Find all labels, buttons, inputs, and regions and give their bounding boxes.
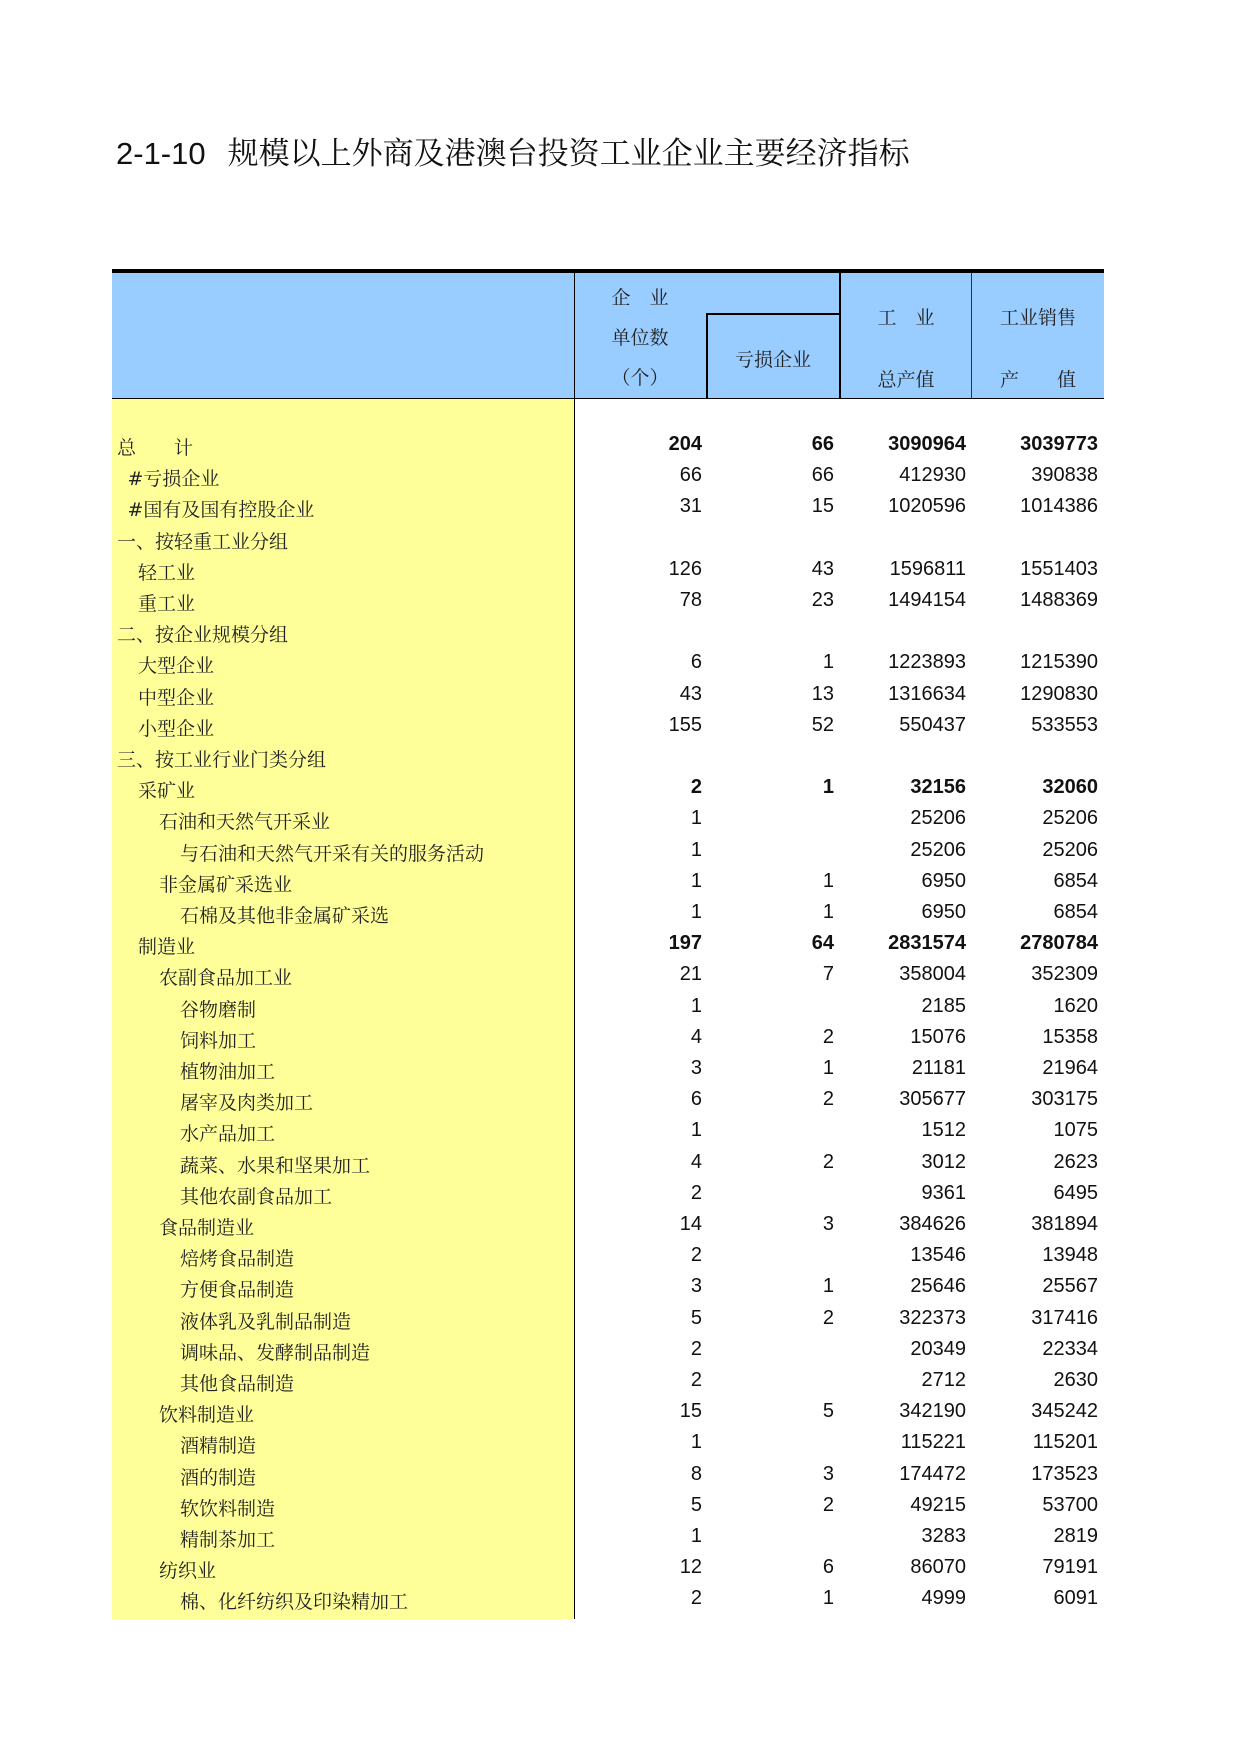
gross-output-value: 1494154 <box>888 589 966 611</box>
loss-enterprises-value: 3 <box>822 1462 834 1485</box>
row-label: 中型企业 <box>138 686 215 709</box>
loss-enterprises-value: 1 <box>822 776 834 799</box>
row-label: 焙烤食品制造 <box>180 1248 295 1271</box>
gross-output-value: 1020596 <box>888 495 966 518</box>
units-value: 126 <box>668 557 702 580</box>
gross-output-value: 49215 <box>910 1493 966 1516</box>
loss-enterprises-value: 1 <box>822 1587 834 1610</box>
gross-output-value: 305677 <box>899 1088 966 1111</box>
row-label: 饮料制造业 <box>159 1404 255 1427</box>
table-row <box>112 647 1104 678</box>
row-label: 总 计 <box>117 437 194 459</box>
loss-enterprises-value: 52 <box>811 713 834 736</box>
sales-output-value: 381894 <box>1031 1213 1098 1235</box>
table-row <box>112 1334 1104 1365</box>
table-row <box>112 1490 1104 1521</box>
table-row <box>112 1053 1104 1084</box>
header-sales-line2: 产 值 <box>999 369 1076 391</box>
row-label: 其他食品制造 <box>180 1373 295 1395</box>
header-output-line1: 工 业 <box>877 307 935 329</box>
gross-output-value: 9361 <box>921 1181 966 1204</box>
units-value: 1 <box>690 1525 702 1547</box>
row-label: 棉、化纤纺织及印染精加工 <box>180 1591 409 1614</box>
gross-output-value: 412930 <box>899 464 966 487</box>
sales-output-value: 352309 <box>1031 963 1098 986</box>
units-value: 2 <box>690 1244 702 1267</box>
table-row <box>112 1521 1104 1552</box>
row-label: 二、按企业规模分组 <box>117 624 289 647</box>
row-label: 食品制造业 <box>159 1217 255 1239</box>
gross-output-value: 550437 <box>899 713 966 736</box>
table-row <box>112 928 1104 959</box>
table-row <box>112 554 1104 585</box>
row-label: 精制茶加工 <box>180 1529 276 1551</box>
row-label: 调味品、发酵制品制造 <box>180 1341 371 1364</box>
page-title <box>116 128 910 173</box>
table-header <box>112 273 1104 399</box>
units-value: 2 <box>690 776 702 799</box>
units-value: 204 <box>668 433 702 455</box>
header-sales-line1: 工业销售 <box>999 307 1076 329</box>
table-row <box>112 616 1104 647</box>
gross-output-value: 342190 <box>899 1400 966 1423</box>
table-row <box>112 1209 1104 1240</box>
units-value: 4 <box>690 1150 702 1173</box>
loss-enterprises-value: 23 <box>811 589 834 611</box>
row-label: 轻工业 <box>138 561 196 584</box>
loss-enterprises-value: 43 <box>811 557 834 580</box>
table-row <box>112 897 1104 928</box>
gross-output-value: 1596811 <box>889 557 966 580</box>
gross-output-value: 32156 <box>910 776 966 799</box>
table-row <box>112 1084 1104 1115</box>
gross-output-value: 20349 <box>910 1337 966 1360</box>
loss-enterprises-value: 1 <box>822 651 834 674</box>
gross-output-value: 6950 <box>921 869 966 892</box>
row-label: 软饮料制造 <box>180 1497 276 1520</box>
sales-output-value: 2819 <box>1053 1525 1098 1547</box>
units-value: 43 <box>679 682 702 705</box>
divider <box>839 273 841 398</box>
sales-output-value: 22334 <box>1042 1337 1098 1360</box>
units-value: 5 <box>690 1306 702 1329</box>
units-value: 3 <box>690 1057 702 1079</box>
header-loss-enterprises: 亏损企业 <box>734 349 811 371</box>
table-row <box>112 1303 1104 1334</box>
sales-output-value: 79191 <box>1042 1556 1098 1579</box>
units-value: 2 <box>690 1181 702 1204</box>
units-value: 6 <box>690 651 702 674</box>
table-row <box>112 1178 1104 1209</box>
table-row <box>112 866 1104 897</box>
sales-output-value: 21964 <box>1042 1057 1098 1079</box>
gross-output-value: 358004 <box>899 963 966 986</box>
row-label: 屠宰及肉类加工 <box>180 1092 314 1115</box>
gross-output-value: 115221 <box>900 1431 966 1454</box>
gross-output-value: 86070 <box>910 1556 966 1579</box>
units-value: 1 <box>690 994 702 1017</box>
units-value: 6 <box>690 1088 702 1111</box>
units-value: 1 <box>690 838 702 861</box>
table-row <box>112 491 1104 522</box>
row-label: 一、按轻重工业分组 <box>117 530 289 553</box>
table-row <box>112 959 1104 990</box>
units-value: 1 <box>690 1119 702 1142</box>
table-row <box>112 1271 1104 1302</box>
header-units-line1: 企 业 <box>611 287 669 309</box>
loss-enterprises-value: 15 <box>811 495 834 518</box>
loss-enterprises-value: 3 <box>822 1213 834 1235</box>
table-title: 规模以上外商及港澳台投资工业企业主要经济指标 <box>227 136 910 172</box>
gross-output-value: 21181 <box>911 1057 966 1079</box>
gross-output-value: 322373 <box>899 1306 966 1329</box>
sales-output-value: 2780784 <box>1020 932 1098 955</box>
row-label: #国有及国有控股企业 <box>127 499 315 522</box>
table-row <box>112 772 1104 803</box>
units-value: 2 <box>690 1369 702 1391</box>
table-row <box>112 1583 1104 1614</box>
loss-enterprises-value: 1 <box>822 1275 834 1298</box>
sales-output-value: 6854 <box>1053 901 1098 923</box>
loss-enterprises-value: 2 <box>822 1493 834 1516</box>
row-label: 大型企业 <box>138 655 215 678</box>
row-label: 液体乳及乳制品制造 <box>180 1310 352 1333</box>
gross-output-value: 1223893 <box>888 651 966 674</box>
loss-enterprises-value: 2 <box>822 1088 834 1111</box>
row-label: 非金属矿采选业 <box>159 873 293 896</box>
table-row <box>112 1552 1104 1583</box>
units-value: 8 <box>690 1462 702 1485</box>
sales-output-value: 15358 <box>1042 1025 1098 1048</box>
table-row <box>112 835 1104 866</box>
statistics-table <box>112 269 1104 1614</box>
row-label: 酒精制造 <box>180 1435 257 1458</box>
loss-enterprises-value: 66 <box>811 464 834 487</box>
units-value: 5 <box>690 1493 702 1516</box>
units-value: 1 <box>690 869 702 892</box>
sales-output-value: 3039773 <box>1020 433 1098 455</box>
row-label: 水产品加工 <box>180 1123 276 1146</box>
row-label: 三、按工业行业门类分组 <box>117 749 327 771</box>
row-label: 方便食品制造 <box>180 1279 295 1302</box>
table-row <box>112 585 1104 616</box>
gross-output-value: 25206 <box>910 838 966 861</box>
loss-enterprises-value: 66 <box>811 433 834 455</box>
units-value: 12 <box>679 1556 702 1579</box>
row-label: 石棉及其他非金属矿采选 <box>180 905 390 927</box>
row-label: #亏损企业 <box>127 468 220 491</box>
divider <box>574 273 575 398</box>
table-number: 2-1-10 <box>116 136 206 171</box>
units-value: 31 <box>679 495 702 518</box>
row-label: 纺织业 <box>159 1560 217 1583</box>
row-label: 蔬菜、水果和坚果加工 <box>180 1154 371 1177</box>
table-row <box>112 1115 1104 1146</box>
gross-output-value: 6950 <box>921 901 966 923</box>
table-row <box>112 1147 1104 1178</box>
sales-output-value: 390838 <box>1031 464 1098 487</box>
table-row <box>112 803 1104 834</box>
units-value: 1 <box>690 807 702 830</box>
table-row <box>112 991 1104 1022</box>
sales-output-value: 173523 <box>1031 1462 1098 1485</box>
row-label: 植物油加工 <box>180 1061 276 1083</box>
table-row <box>112 1240 1104 1271</box>
header-units-line2: 单位数 <box>611 327 669 349</box>
sales-output-value: 2623 <box>1053 1150 1098 1173</box>
row-label: 谷物磨制 <box>180 998 257 1021</box>
sales-output-value: 6495 <box>1053 1181 1098 1204</box>
gross-output-value: 3090964 <box>888 433 966 455</box>
units-value: 155 <box>668 713 702 736</box>
row-label: 采矿业 <box>138 780 196 803</box>
row-label: 酒的制造 <box>180 1466 257 1489</box>
row-label: 与石油和天然气开采有关的服务活动 <box>180 842 485 865</box>
table-row <box>112 741 1104 772</box>
loss-enterprises-value: 2 <box>822 1150 834 1173</box>
row-label: 小型企业 <box>138 717 215 740</box>
sales-output-value: 533553 <box>1031 713 1098 736</box>
gross-output-value: 4999 <box>921 1587 966 1610</box>
sales-output-value: 53700 <box>1042 1493 1098 1516</box>
units-value: 2 <box>690 1587 702 1610</box>
divider <box>706 313 708 398</box>
table-row <box>112 1022 1104 1053</box>
units-value: 1 <box>690 901 702 923</box>
table-row <box>112 1427 1104 1458</box>
table-row <box>112 523 1104 554</box>
divider <box>971 273 972 398</box>
sales-output-value: 1488369 <box>1020 589 1098 611</box>
gross-output-value: 1316634 <box>888 682 966 705</box>
table-row <box>112 1396 1104 1427</box>
row-label: 饲料加工 <box>180 1029 257 1052</box>
units-value: 2 <box>690 1337 702 1360</box>
gross-output-value: 15076 <box>910 1025 966 1048</box>
loss-enterprises-value: 1 <box>822 901 834 923</box>
row-label: 重工业 <box>138 593 196 615</box>
table-row <box>112 679 1104 710</box>
loss-enterprises-value: 1 <box>822 1057 834 1079</box>
header-units-line3: （个） <box>611 367 669 389</box>
sales-output-value: 1620 <box>1053 994 1098 1017</box>
gross-output-value: 3012 <box>921 1150 966 1173</box>
gross-output-value: 1512 <box>921 1119 966 1142</box>
gross-output-value: 3283 <box>921 1525 966 1547</box>
sales-output-value: 25206 <box>1042 838 1098 861</box>
sales-output-value: 303175 <box>1031 1088 1098 1111</box>
gross-output-value: 2831574 <box>888 932 966 955</box>
sales-output-value: 1215390 <box>1020 651 1098 674</box>
gross-output-value: 13546 <box>910 1244 966 1267</box>
gross-output-value: 2712 <box>921 1369 966 1391</box>
sales-output-value: 25206 <box>1042 807 1098 830</box>
sales-output-value: 1075 <box>1053 1119 1098 1142</box>
units-value: 66 <box>679 464 702 487</box>
gross-output-value: 384626 <box>899 1213 966 1235</box>
sales-output-value: 1551403 <box>1020 557 1098 580</box>
header-output-line2: 总产值 <box>877 369 935 391</box>
sales-output-value: 25567 <box>1042 1275 1098 1298</box>
row-label: 农副食品加工业 <box>159 967 293 990</box>
gross-output-value: 2185 <box>921 994 966 1017</box>
units-value: 4 <box>690 1025 702 1048</box>
loss-enterprises-value: 1 <box>822 869 834 892</box>
loss-enterprises-value: 64 <box>811 932 834 955</box>
units-value: 197 <box>668 932 702 955</box>
units-value: 21 <box>679 963 702 986</box>
gross-output-value: 25646 <box>910 1275 966 1298</box>
gross-output-value: 25206 <box>910 807 966 830</box>
table-row <box>112 1459 1104 1490</box>
table-row <box>112 429 1104 460</box>
loss-enterprises-value: 6 <box>822 1556 834 1579</box>
sales-output-value: 2630 <box>1053 1369 1098 1391</box>
row-label: 制造业 <box>138 936 196 959</box>
sales-output-value: 115201 <box>1032 1431 1098 1454</box>
sales-output-value: 6854 <box>1053 869 1098 892</box>
units-value: 14 <box>679 1213 702 1235</box>
loss-enterprises-value: 5 <box>822 1400 834 1423</box>
units-value: 15 <box>679 1400 702 1423</box>
units-value: 78 <box>679 589 702 611</box>
table-row <box>112 710 1104 741</box>
units-value: 3 <box>690 1275 702 1298</box>
sales-output-value: 32060 <box>1042 776 1098 799</box>
row-label: 其他农副食品加工 <box>180 1185 333 1208</box>
sales-output-value: 1290830 <box>1020 682 1098 705</box>
gross-output-value: 174472 <box>899 1462 966 1485</box>
sales-output-value: 317416 <box>1031 1306 1098 1329</box>
table-row <box>112 1365 1104 1396</box>
sales-output-value: 6091 <box>1053 1587 1098 1610</box>
loss-enterprises-value: 2 <box>822 1306 834 1329</box>
loss-enterprises-value: 2 <box>822 1025 834 1048</box>
sales-output-value: 13948 <box>1042 1244 1098 1267</box>
table-row <box>112 460 1104 491</box>
divider <box>706 313 839 315</box>
sales-output-value: 345242 <box>1031 1400 1098 1423</box>
loss-enterprises-value: 7 <box>822 963 834 986</box>
row-label: 石油和天然气开采业 <box>159 811 331 834</box>
loss-enterprises-value: 13 <box>811 682 834 705</box>
sales-output-value: 1014386 <box>1020 495 1098 518</box>
units-value: 1 <box>690 1431 702 1454</box>
